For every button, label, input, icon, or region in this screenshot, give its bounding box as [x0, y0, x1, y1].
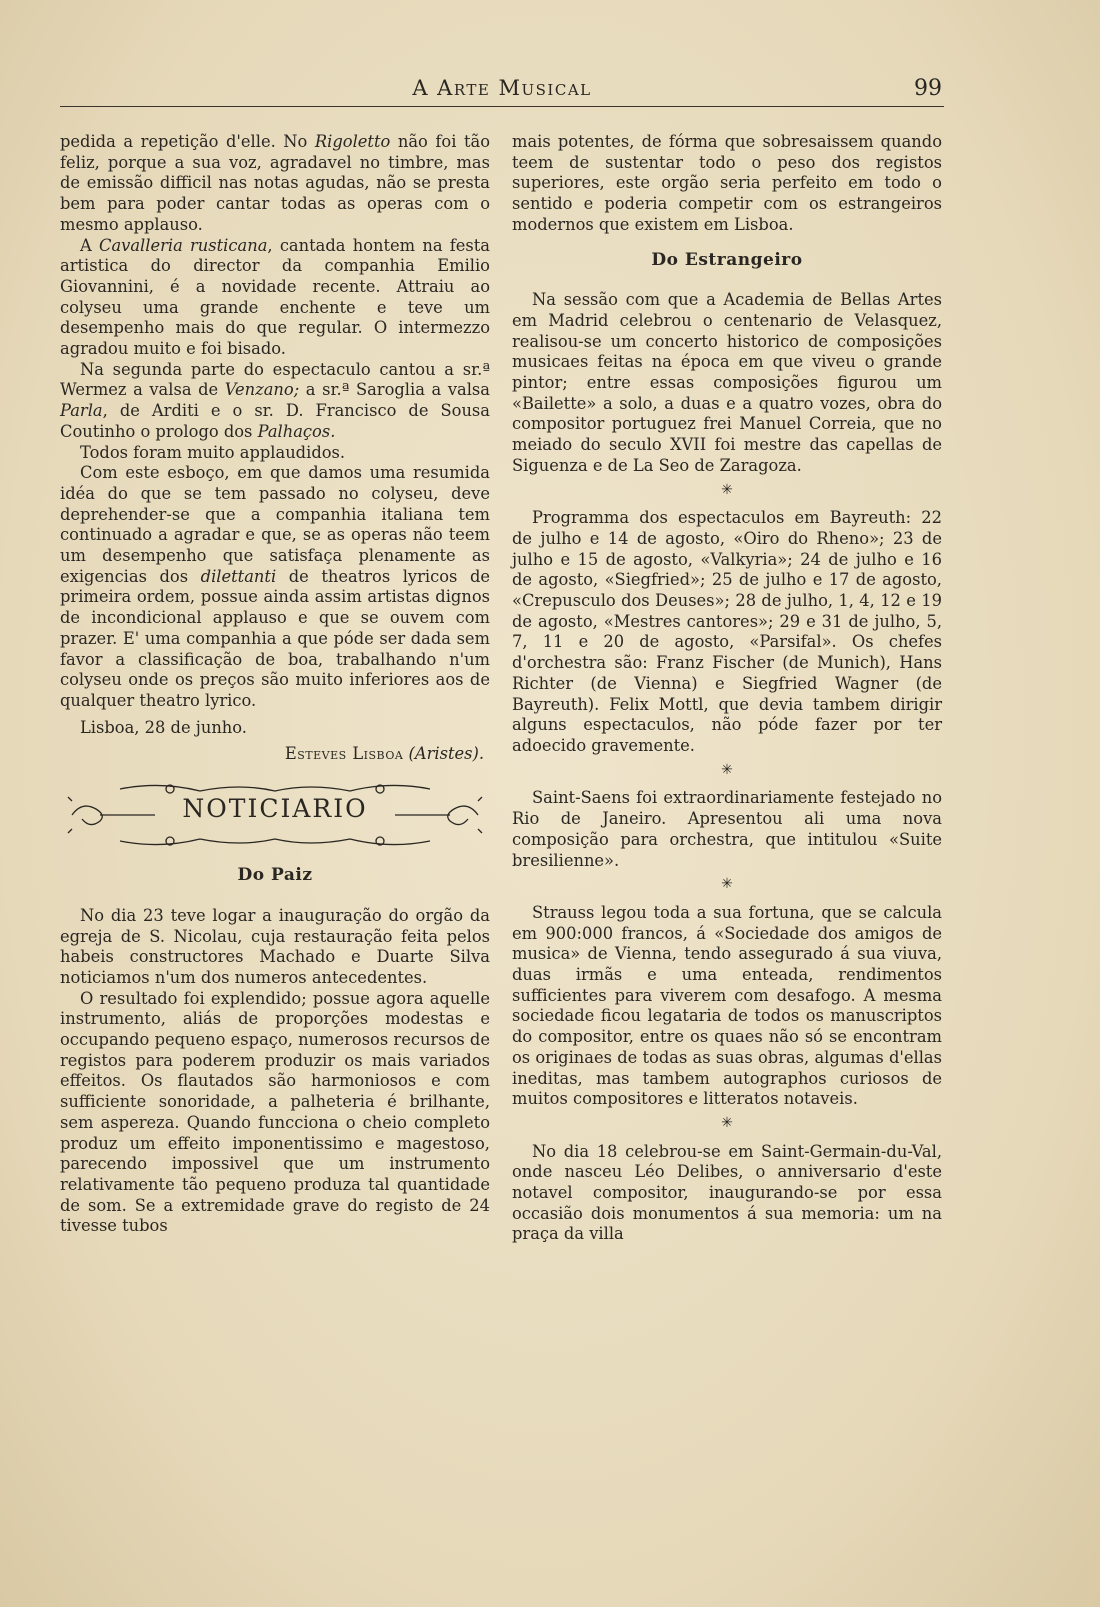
asterism-icon: ✳	[721, 481, 733, 498]
right-column	[512, 132, 942, 1245]
work-title: Palhaços.	[257, 421, 336, 441]
section-heading-do-estrangeiro: Do Estrangeiro	[651, 249, 803, 270]
opera-title: Rigoletto	[314, 132, 391, 151]
paragraph: Strauss legou toda a sua fortuna, que se calcula em 900:000 francos, á «Sociedade dos amigos de musica» de Vienna, tendo assegurado á sua viuva, duas irmãs e uma enteada, rendimentos sufficientes para viverem com desafogo. A mesma sociedade ficou legataria de todos os manuscriptos do compositor, entre os quaes não só se encontram os originaes de todas as suas obras, algumas d'ellas ineditas, mas tambem autographos curiosos de muitos compositores e litteratos notaveis.	[512, 902, 942, 1109]
page-number: 99	[914, 76, 942, 101]
paragraph: No dia 18 celebrou-se em Saint-Germain-du-Val, onde nasceu Léo Delibes, o anniversario d'este notavel compositor, inaugurando-se por essa occasião dois monumentos á sua memoria: um na praça da villa	[512, 1141, 942, 1244]
section-heading-do-paiz: Do Paiz	[237, 865, 313, 886]
running-title: A Arte Musical	[412, 76, 592, 100]
paragraph: A Cavalleria rusticana, cantada hontem na festa artistica do director da companhia Emilio Giovannini, é a novidade recente. Attraiu ao colyseu uma grande enchente e teve um desempenho mais do que regular. O intermezzo agradou muito e foi bisado.	[60, 235, 491, 359]
asterism-icon: ✳	[721, 876, 733, 893]
work-title: Venzano;	[224, 380, 300, 400]
left-column	[60, 132, 490, 1237]
opera-title: Cavalleria rusticana	[98, 235, 268, 255]
paragraph: No dia 23 teve logar a inauguração do orgão da egreja de S. Nicolau, cuja restauração feita pelos habeis constructores Machado e Duarte Silva noticiamos n'um dos numeros antecedentes.	[60, 905, 490, 987]
work-title: Parla	[60, 401, 103, 421]
paragraph: mais potentes, de fórma que sobresaissem quando teem de sustentar todo o peso dos registos superiores, este orgão seria perfeito em todo o sentido e poderia competir com os estrangeiros modernos que existem em Lisboa.	[512, 132, 942, 234]
paragraph: Com este esboço, em que damos uma resumida idéa do que se tem passado no colyseu, deve deprehender-se que a companhia italiana tem continuado a agradar e que, se as operas não teem um desempenho que satisfaça plenamente as exigencias dos dilettanti de theatros lyricos de primeira ordem, possue ainda assim artistas dignos de incondicional applauso e que se ouvem com prazer. E' uma companhia a que póde ser dada sem favor a classificação de boa, trabalhando n'um colyseu onde os preços são muito inferiores aos de qualquer theatro lyrico.	[60, 463, 491, 710]
foreign-term: dilettanti	[200, 566, 277, 586]
paragraph: Na sessão com que a Academia de Bellas Artes em Madrid celebrou o centenario de Velasquez, realisou-se um concerto historico de composições musicaes feitas na época em que viveu o grande pintor; entre essas composições figurou um «Bailette» a solo, a duas e a quatro vozes, obra do compositor portuguez frei Manuel Correia, que no meiado do seculo XVII foi mestre das capellas de Siguenza e de La Seo de Zaragoza.	[512, 290, 942, 475]
dateline: Lisboa, 28 de junho.	[80, 717, 247, 737]
paragraph: O resultado foi explendido; possue agora aquelle instrumento, aliás de proporções modestas e occupando pequeno espaço, numerosos recursos de registos para poderem produzir os mais variados effeitos. Os flautados são harmoniosos e com sufficiente sonoridade, a palheteria é brilhante, sem aspereza. Quando funcciona o cheio completo produz um effeito imponentissimo e magestoso, parecendo impossivel que um instrumento relativamente tão pequeno produza tal quantidade de som. Se a extremidade grave do registo de 24 tivesse tubos	[60, 988, 490, 1236]
asterism-icon: ✳	[721, 761, 733, 778]
paragraph: Programma dos espectaculos em Bayreuth: 22 de julho e 14 de agosto, «Oiro do Rheno»; 23 de julho e 15 de agosto, «Valkyria»; 24 de julho e 16 de agosto, «Siegfried»; 25 de julho e 17 de agosto, «Crepusculo dos Deuses»; 28 de julho, 1, 4, 12 e 19 de agosto, «Mestres cantores»; 29 e 31 de julho, 5, 7, 11 e 20 de agosto, «Parsifal». Os chefes d'orchestra são: Franz Fischer (de Munich), Hans Richter (de Vienna) e Siegfried Wagner (de Bayreuth). Felix Mottl, que devia tambem dirigir alguns espectaculos, não póde fazer por ter adoecido gravemente.	[512, 508, 942, 755]
author-signature: Esteves Lisboa (Aristes).	[284, 744, 484, 764]
paragraph: pedida a repetição d'elle. No Rigoletto não foi tão feliz, porque a sua voz, agradavel no timbre, mas de emissão difficil nas notas agudas, não se presta bem para poder cantar todas as operas com o mesmo applauso.	[60, 132, 490, 234]
paragraph: Saint-Saens foi extraordinariamente festejado no Rio de Janeiro. Apresentou ali uma nova composição para orchestra, que intitulou «Suite bresilienne».	[512, 788, 942, 870]
asterism-icon: ✳	[721, 1114, 733, 1131]
running-header	[60, 72, 944, 107]
noticiario-ornament	[60, 779, 490, 851]
paragraph: Todos foram muito applaudidos.	[80, 442, 346, 462]
paragraph: Na segunda parte do espectaculo cantou a sr.ª Wermez a valsa de Venzano; a sr.ª Saroglia a valsa Parla, de Arditi e o sr. D. Francisco de Sousa Coutinho o prologo dos Palhaços.	[60, 359, 490, 441]
noticiario-title: NOTICIARIO	[182, 794, 368, 824]
